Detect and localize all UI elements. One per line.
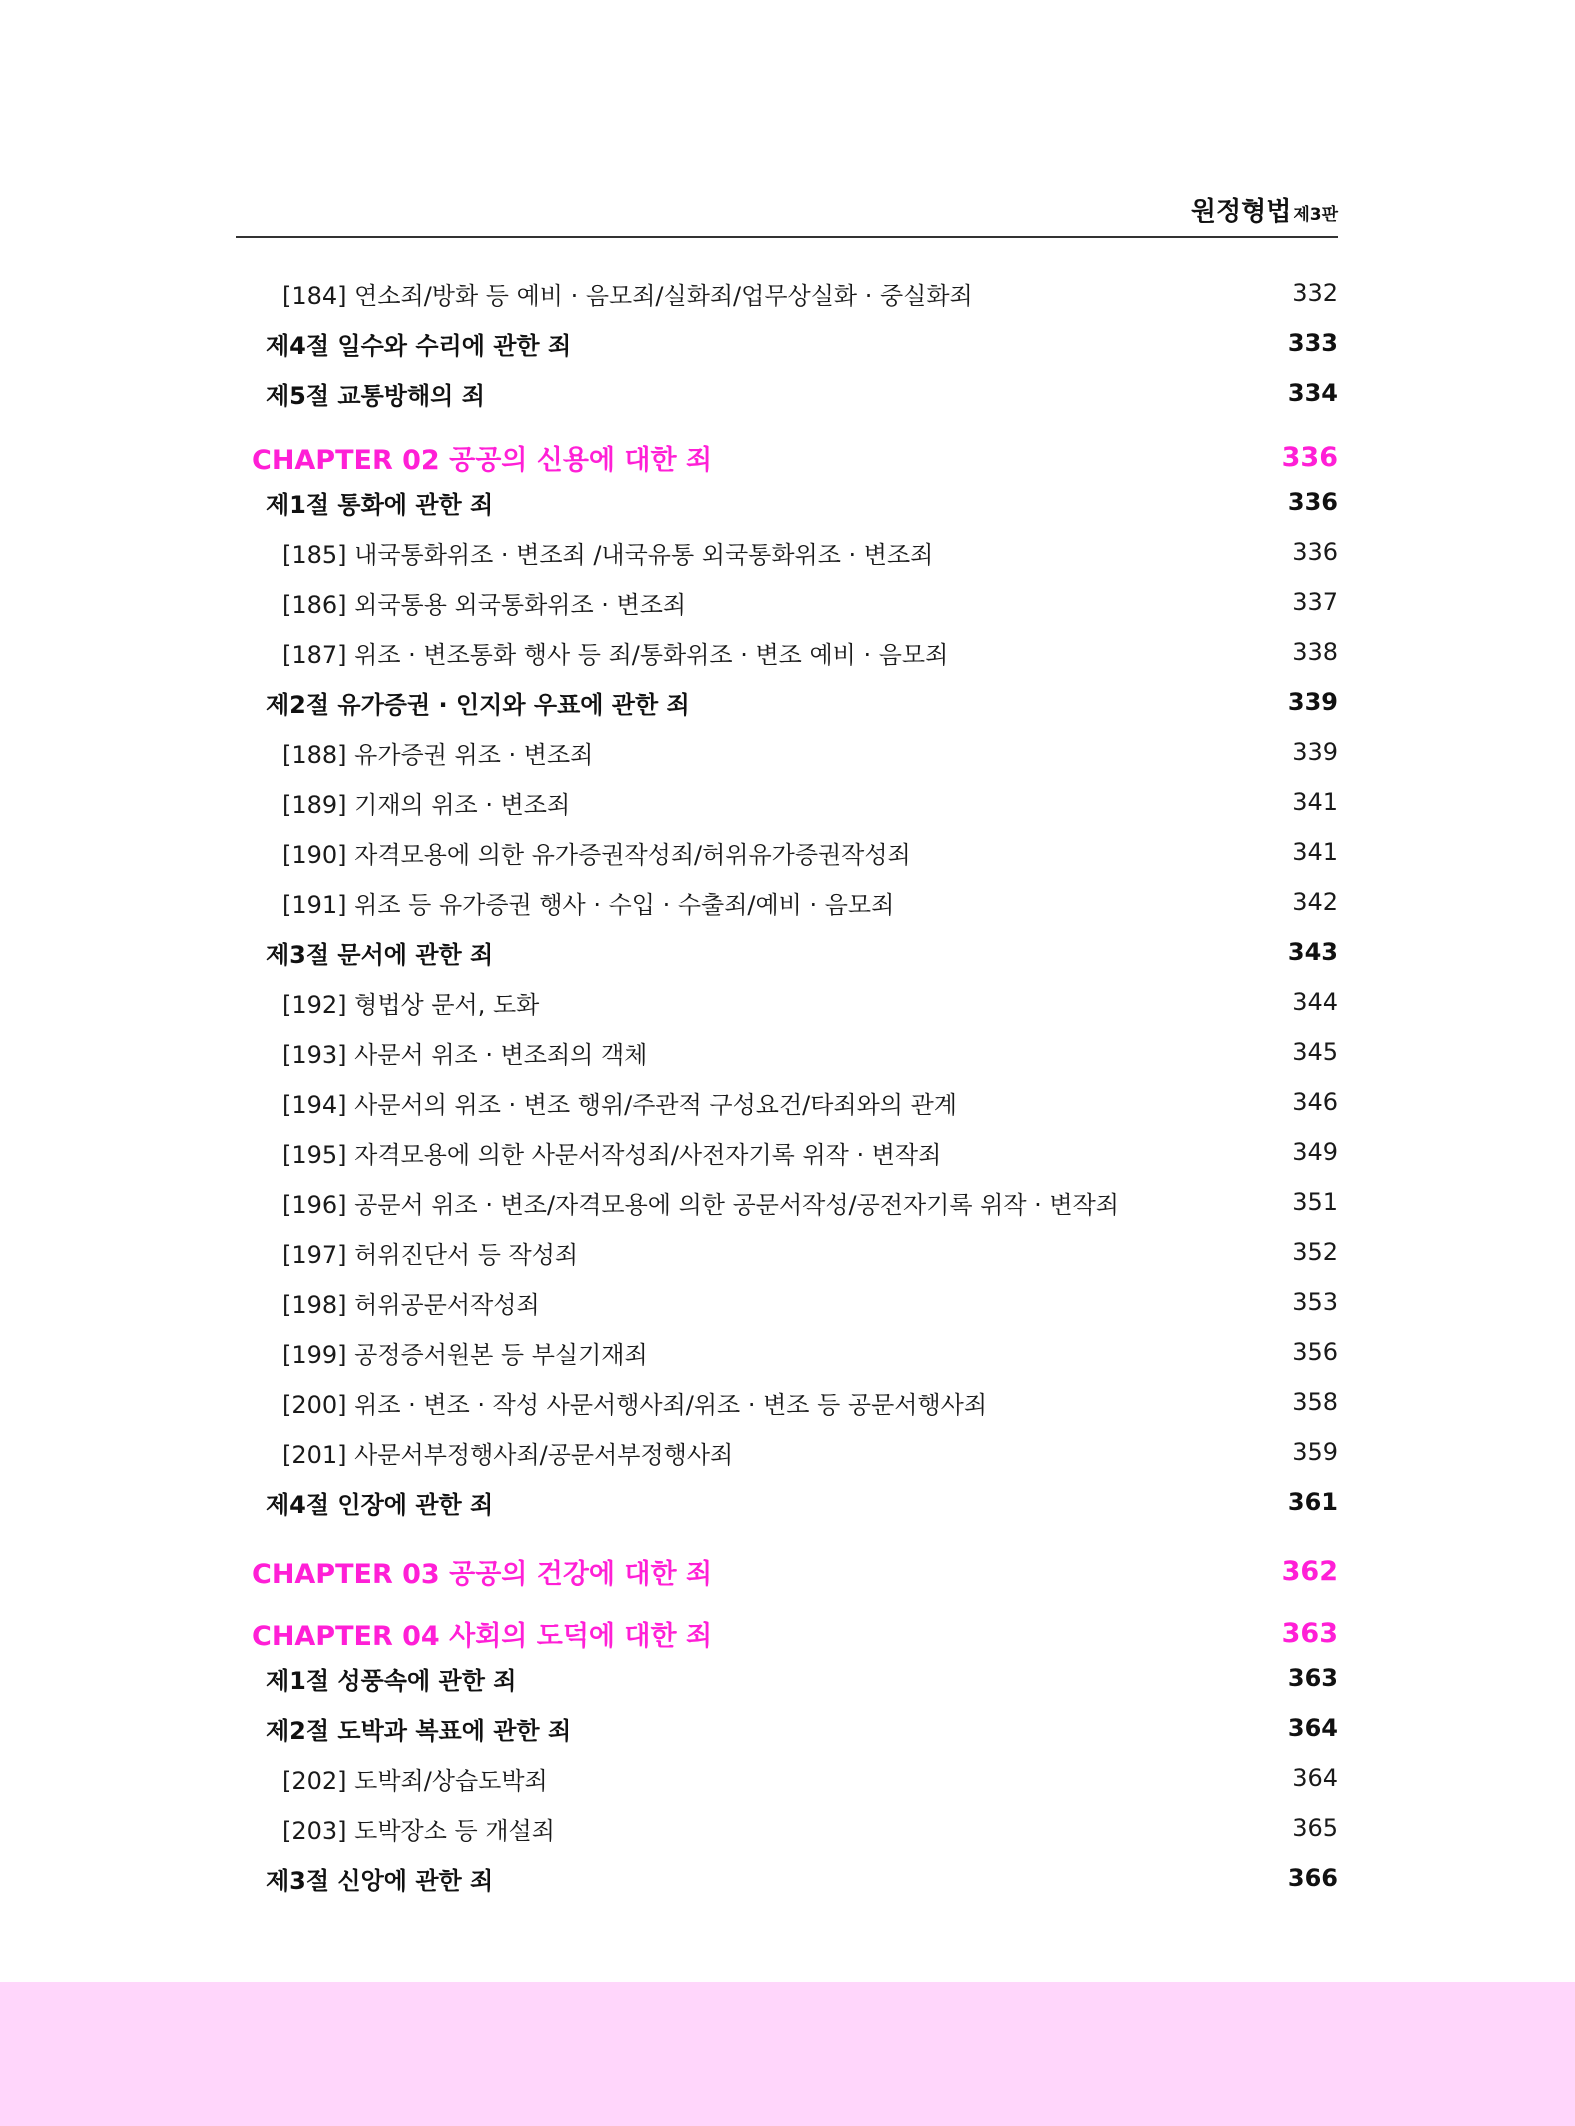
toc-item-title: [196] 공문서 위조 · 변조/자격모용에 의한 공문서작성/공전자기록 위작 · 변작죄 — [282, 1190, 1119, 1219]
toc-page-number: 341 — [1292, 788, 1338, 816]
toc-item-title: [199] 공정증서원본 등 부실기재죄 — [282, 1340, 648, 1369]
toc-page-number: 339 — [1292, 738, 1338, 766]
toc-section-title: 제4절 일수와 수리에 관한 죄 — [266, 331, 572, 360]
toc-item-title: [198] 허위공문서작성죄 — [282, 1290, 540, 1319]
toc-item-title: [203] 도박장소 등 개설죄 — [282, 1816, 555, 1845]
toc-item-row — [282, 732, 1338, 772]
toc-item-title: [190] 자격모용에 의한 유가증권작성죄/허위유가증권작성죄 — [282, 840, 911, 869]
toc-page-number: 364 — [1292, 1764, 1338, 1792]
toc-page-number: 358 — [1292, 1388, 1338, 1416]
toc-section-row — [266, 373, 1338, 413]
toc-section-row — [266, 1658, 1338, 1698]
toc-item-title: [200] 위조 · 변조 · 작성 사문서행사죄/위조 · 변조 등 공문서행사죄 — [282, 1390, 988, 1419]
toc-item-title: [185] 내국통화위조 · 변조죄 /내국유통 외국통화위조 · 변조죄 — [282, 540, 934, 569]
toc-page-number: 363 — [1287, 1664, 1338, 1692]
toc-item-row — [282, 1282, 1338, 1322]
toc-page-number: 342 — [1292, 888, 1338, 916]
toc-section-title: 제2절 도박과 복표에 관한 죄 — [266, 1716, 572, 1745]
toc-page-number: 364 — [1287, 1714, 1338, 1742]
toc-item-row — [282, 832, 1338, 872]
toc-item-row — [282, 1382, 1338, 1422]
toc-item-title: [189] 기재의 위조 · 변조죄 — [282, 790, 571, 819]
toc-page-number: 359 — [1292, 1438, 1338, 1466]
toc-page-number: 352 — [1292, 1238, 1338, 1266]
toc-page-number: 333 — [1287, 329, 1338, 357]
toc-section-row — [266, 482, 1338, 522]
toc-section-row — [266, 1482, 1338, 1522]
toc-section-row — [266, 932, 1338, 972]
toc-item-row — [282, 1032, 1338, 1072]
toc-item-title: [202] 도박죄/상습도박죄 — [282, 1766, 548, 1795]
toc-item-row — [282, 882, 1338, 922]
toc-section-row — [266, 323, 1338, 363]
toc-page-number: 338 — [1292, 638, 1338, 666]
toc-item-row — [282, 1132, 1338, 1172]
toc-chapter-row — [252, 434, 1338, 480]
toc-page-number: 345 — [1292, 1038, 1338, 1066]
toc-section-row — [266, 682, 1338, 722]
toc-section-title: 제1절 성풍속에 관한 죄 — [266, 1666, 517, 1695]
toc-section-row — [266, 1858, 1338, 1898]
toc-chapter-title: CHAPTER 02 공공의 신용에 대한 죄 — [252, 444, 713, 476]
toc-chapter-title: CHAPTER 04 사회의 도덕에 대한 죄 — [252, 1620, 713, 1652]
toc-chapter-title: CHAPTER 03 공공의 건강에 대한 죄 — [252, 1558, 713, 1590]
toc-section-title: 제3절 신앙에 관한 죄 — [266, 1866, 494, 1895]
toc-page-number: 336 — [1287, 488, 1338, 516]
toc-item-row — [282, 1758, 1338, 1798]
toc-item-row — [282, 1082, 1338, 1122]
book-title-text: 원정형법 — [1190, 197, 1292, 227]
toc-page-number: 332 — [1292, 279, 1338, 307]
toc-chapter-row — [252, 1610, 1338, 1656]
toc-page-number: 343 — [1287, 938, 1338, 966]
toc-section-title: 제3절 문서에 관한 죄 — [266, 940, 494, 969]
book-edition: 제3판 — [1293, 205, 1338, 225]
toc-page-number: 336 — [1281, 441, 1338, 473]
toc-page-number: 365 — [1292, 1814, 1338, 1842]
toc-item-row — [282, 532, 1338, 572]
toc-item-row — [282, 1432, 1338, 1472]
toc-item-row — [282, 982, 1338, 1022]
toc-item-row — [282, 1808, 1338, 1848]
toc-item-row — [282, 273, 1338, 313]
toc-section-title: 제1절 통화에 관한 죄 — [266, 490, 494, 519]
toc-page-number: 366 — [1287, 1864, 1338, 1892]
toc-item-title: [195] 자격모용에 의한 사문서작성죄/사전자기록 위작 · 변작죄 — [282, 1140, 942, 1169]
toc-item-row — [282, 1332, 1338, 1372]
toc-page-number: 363 — [1281, 1617, 1338, 1649]
toc-page-number: 337 — [1292, 588, 1338, 616]
toc-page-number: 351 — [1292, 1188, 1338, 1216]
toc-page-number: 362 — [1281, 1555, 1338, 1587]
toc-item-title: [191] 위조 등 유가증권 행사 · 수입 · 수출죄/예비 · 음모죄 — [282, 890, 895, 919]
toc-item-title: [187] 위조 · 변조통화 행사 등 죄/통화위조 · 변조 예비 · 음모죄 — [282, 640, 949, 669]
toc-page-number: 336 — [1292, 538, 1338, 566]
toc-chapter-row — [252, 1548, 1338, 1594]
toc-item-row — [282, 632, 1338, 672]
toc-page-number: 361 — [1287, 1488, 1338, 1516]
toc-section-row — [266, 1708, 1338, 1748]
toc-page-number: 341 — [1292, 838, 1338, 866]
toc-item-title: [188] 유가증권 위조 · 변조죄 — [282, 740, 594, 769]
toc-item-title: [193] 사문서 위조 · 변조죄의 객체 — [282, 1040, 648, 1069]
footer-band — [0, 1982, 1575, 2126]
toc-page-number: 349 — [1292, 1138, 1338, 1166]
toc-page-number: 353 — [1292, 1288, 1338, 1316]
toc-page-number: 344 — [1292, 988, 1338, 1016]
toc-item-title: [192] 형법상 문서, 도화 — [282, 990, 540, 1019]
toc-item-title: [201] 사문서부정행사죄/공문서부정행사죄 — [282, 1440, 734, 1469]
toc-page-number: 356 — [1292, 1338, 1338, 1366]
toc-item-row — [282, 782, 1338, 822]
toc-item-title: [184] 연소죄/방화 등 예비 · 음모죄/실화죄/업무상실화 · 중실화죄 — [282, 281, 973, 310]
toc-item-title: [186] 외국통용 외국통화위조 · 변조죄 — [282, 590, 687, 619]
toc-item-title: [197] 허위진단서 등 작성죄 — [282, 1240, 579, 1269]
toc-page-number: 334 — [1287, 379, 1338, 407]
toc-item-row — [282, 1182, 1338, 1222]
toc-section-title: 제4절 인장에 관한 죄 — [266, 1490, 494, 1519]
toc-page-number: 339 — [1287, 688, 1338, 716]
toc-item-row — [282, 1232, 1338, 1272]
toc-section-title: 제2절 유가증권 · 인지와 우표에 관한 죄 — [266, 690, 690, 719]
toc-item-row — [282, 582, 1338, 622]
toc-item-title: [194] 사문서의 위조 · 변조 행위/주관적 구성요건/타죄와의 관계 — [282, 1090, 957, 1119]
toc-section-title: 제5절 교통방해의 죄 — [266, 381, 485, 410]
toc-page-number: 346 — [1292, 1088, 1338, 1116]
